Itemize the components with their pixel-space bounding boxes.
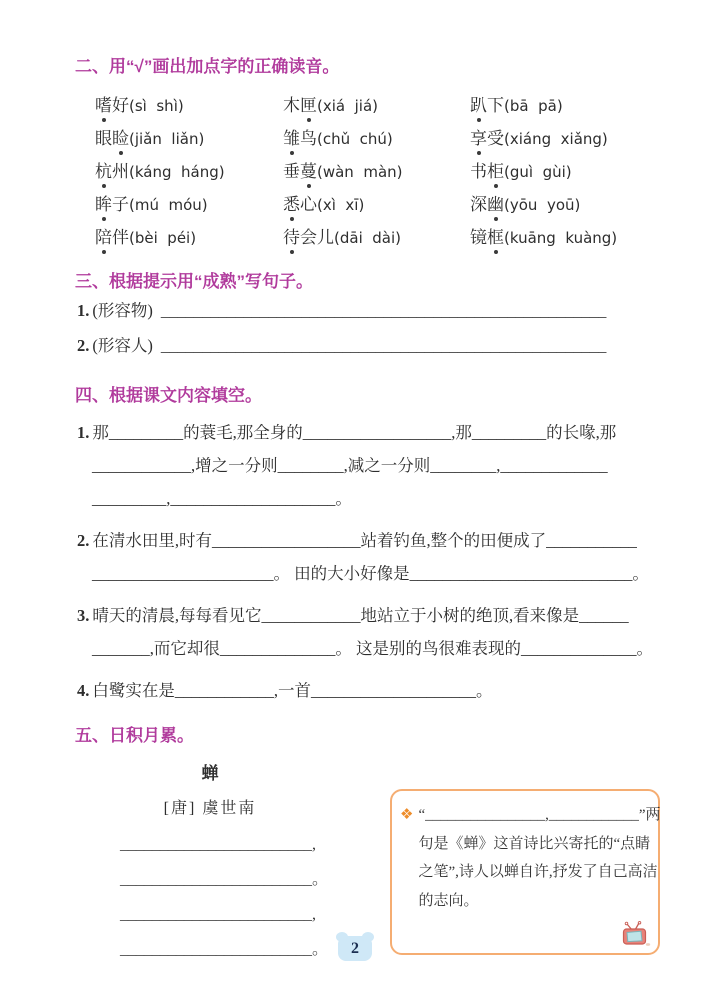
fill-in-text: 晴天的清晨,每每看见它____________地站立于小树的绝顶,看来像是______ <box>92 606 629 625</box>
item-number: 3. <box>77 606 90 625</box>
word-dotted-char: 蔓 <box>300 162 317 181</box>
word-dotted-char: 享 <box>470 129 487 148</box>
item-number: 4. <box>77 681 90 700</box>
word-dotted-char: 框 <box>487 228 504 247</box>
fill-in-line <box>77 524 635 557</box>
word-item <box>95 127 283 151</box>
fill-in-line: ____________,增之一分则________,减之一分则________,_____________ <box>92 456 608 475</box>
word-item <box>283 127 470 151</box>
word-dotted-char: 眸 <box>95 195 112 214</box>
section-4 <box>75 385 653 707</box>
word-pre: 镜 <box>470 228 487 247</box>
fill-in-line: ______________________。 田的大小好像是___________________________。 <box>92 564 649 583</box>
fill-in-line <box>77 674 635 707</box>
fill-in-item <box>75 674 635 707</box>
fill-in-item <box>75 416 635 515</box>
word-pinyin: (sì shì) <box>129 97 184 115</box>
item-number: 1. <box>77 423 90 442</box>
poem-blank-line: ________________________。 <box>120 871 329 888</box>
word-dotted-char: 柜 <box>487 162 504 181</box>
word-item <box>283 226 470 250</box>
word-post: 受 <box>487 129 504 148</box>
word-pinyin: (jiǎn liǎn) <box>129 130 205 148</box>
answer-blank: ______________________________________________________ <box>160 336 607 355</box>
word-pinyin: (xì xī) <box>317 196 365 214</box>
sentence-item <box>77 293 635 328</box>
word-pre: 垂 <box>283 162 300 181</box>
section-3-title: 三、根据提示用“成熟”写句子。 <box>75 272 313 291</box>
word-pinyin: (dāi dài) <box>334 229 402 247</box>
fill-in-item <box>75 524 649 590</box>
word-item <box>283 160 470 184</box>
item-label: (形容物) <box>92 301 153 320</box>
hint-box <box>390 789 660 955</box>
word-dotted-char: 睑 <box>112 129 129 148</box>
word-pre: 书 <box>470 162 487 181</box>
word-pinyin: (chǔ chú) <box>317 130 393 148</box>
word-item <box>283 193 470 217</box>
word-item <box>470 193 635 217</box>
word-pinyin: (yōu yoū) <box>504 196 581 214</box>
word-dotted-char: 杭 <box>95 162 112 181</box>
section-2-title: 二、用“√”画出加点字的正确读音。 <box>75 57 340 76</box>
pronunciation-word-grid <box>95 94 635 250</box>
item-number: 2. <box>77 336 90 355</box>
poem-author: [唐] 虞世南 <box>163 800 257 817</box>
word-pre: 眼 <box>95 129 112 148</box>
word-item <box>95 226 283 250</box>
word-pinyin: (káng háng) <box>129 163 225 181</box>
word-item <box>283 94 470 118</box>
fill-in-line: _________,____________________。 <box>92 489 352 508</box>
fill-in-item <box>75 599 653 665</box>
word-dotted-char: 雏 <box>283 129 300 148</box>
fill-in-text: 白鹭实在是____________,一首____________________。 <box>92 681 493 700</box>
word-item <box>95 160 283 184</box>
item-label: (形容人) <box>92 336 153 355</box>
fill-in-text: 在清水田里,时有__________________站着钓鱼,整个的田便成了___________ <box>92 531 637 550</box>
item-number: 2. <box>77 531 90 550</box>
word-item <box>95 94 283 118</box>
poem-title: 蝉 <box>201 764 219 783</box>
word-pinyin: (kuāng kuàng) <box>504 229 618 247</box>
fill-in-line: _______,而它却很______________。 这是别的鸟很难表现的______________。 <box>92 639 653 658</box>
word-pinyin: (mú móu) <box>129 196 208 214</box>
word-post: 下 <box>487 96 504 115</box>
fill-in-line <box>77 416 635 449</box>
word-item <box>470 127 635 151</box>
word-post: 会儿 <box>300 228 334 247</box>
word-pinyin: (xiáng xiǎng) <box>504 130 608 148</box>
fill-in-line <box>77 599 635 632</box>
word-post: 心 <box>300 195 317 214</box>
tv-icon <box>621 921 651 948</box>
poem-blank-line: ________________________, <box>120 906 316 923</box>
hint-text: “________________,____________”两句是《蝉》这首诗比兴寄托的“点睛之笔”,诗人以蝉自许,抒发了自己高洁的志向。 <box>418 807 661 909</box>
word-pinyin: (xiá jiá) <box>317 97 379 115</box>
section-4-title: 四、根据课文内容填空。 <box>75 386 262 405</box>
word-pinyin: (bā pā) <box>504 97 563 115</box>
word-post: 好 <box>112 96 129 115</box>
word-dotted-char: 趴 <box>470 96 487 115</box>
diamond-icon: ❖ <box>400 805 414 823</box>
word-item <box>470 226 635 250</box>
poem-blank-line: ________________________。 <box>120 941 329 958</box>
word-dotted-char: 匣 <box>300 96 317 115</box>
word-dotted-char: 悉 <box>283 195 300 214</box>
word-pinyin: (bèi péi) <box>129 229 197 247</box>
word-item <box>470 160 635 184</box>
word-dotted-char: 幽 <box>487 195 504 214</box>
word-post: 州 <box>112 162 129 181</box>
word-pre: 深 <box>470 195 487 214</box>
answer-blank: ______________________________________________________ <box>160 301 607 320</box>
item-number: 1. <box>77 301 90 320</box>
page-number <box>338 936 372 961</box>
page-number-value: 2 <box>351 940 359 957</box>
fill-in-text: 那_________的蓑毛,那全身的__________________,那_________的长喙,那 <box>92 423 617 442</box>
word-dotted-char: 嗜 <box>95 96 112 115</box>
word-pinyin: (wàn màn) <box>317 163 403 181</box>
word-item <box>95 193 283 217</box>
word-dotted-char: 待 <box>283 228 300 247</box>
word-pre: 木 <box>283 96 300 115</box>
word-post: 伴 <box>112 228 129 247</box>
word-pinyin: (guì gùi) <box>504 163 572 181</box>
word-item <box>470 94 635 118</box>
sentence-item <box>77 328 635 363</box>
section-5-title: 五、日积月累。 <box>75 726 194 745</box>
word-post: 子 <box>112 195 129 214</box>
word-post: 鸟 <box>300 129 317 148</box>
section-3 <box>75 271 635 363</box>
poem-blank-line: ________________________, <box>120 836 316 853</box>
word-dotted-char: 陪 <box>95 228 112 247</box>
